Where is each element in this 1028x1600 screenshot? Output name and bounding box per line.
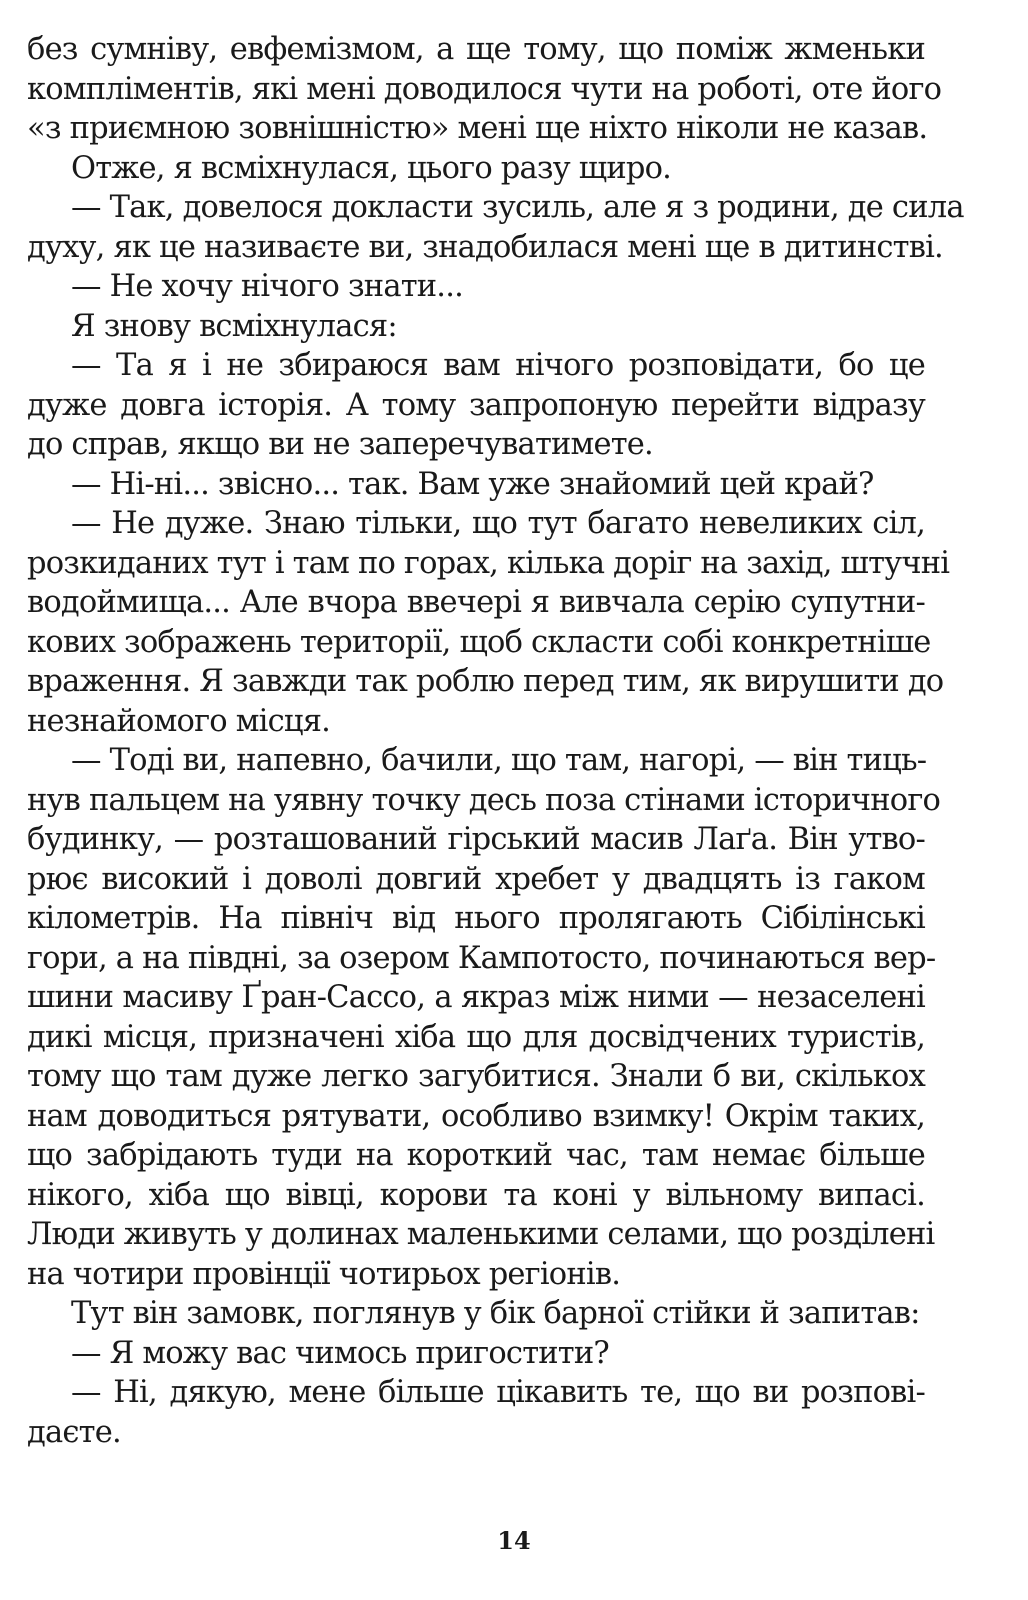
text-line: — Не хочу нічого знати...	[71, 269, 463, 304]
text-line: розкиданих тут і там по горах, кілька доріг на захід, штучні	[27, 545, 950, 581]
text-line: — Ні-ні... звісно... так. Вам уже знайомий цей край?	[71, 466, 874, 502]
text-line: будинку, — розташований гірський масив Лаґа. Він утво-	[27, 822, 925, 857]
text-line: до справ, якщо ви не заперечуватимете.	[27, 427, 653, 462]
text-line: рює високий і доволі довгий хребет у двадцять із гаком	[27, 861, 925, 897]
text-line: Я знову всміхнулася:	[71, 308, 397, 344]
text-line: гори, а на півдні, за озером Кампотосто, починаються вер-	[27, 940, 936, 976]
text-line: — Та я і не збираюся вам нічого розповідати, бо це	[71, 348, 925, 383]
text-line: враження. Я завжди так роблю перед тим, як вирушити до	[27, 664, 944, 699]
text-line: кових зображень території, щоб скласти собі конкретніше	[27, 624, 931, 660]
text-line: — Ні, дякую, мене більше цікавить те, що ви розпові-	[71, 1375, 925, 1410]
text-line: що забрідають туди на короткий час, там немає більше	[27, 1138, 925, 1173]
text-line: водоймища... Але вчора ввечері я вивчала серію супутни-	[27, 585, 925, 620]
text-line: нув пальцем на уявну точку десь поза стінами історичного	[27, 782, 941, 818]
text-line: компліментів, які мені доводилося чути на роботі, оте його	[27, 71, 942, 107]
text-line: незнайомого місця.	[27, 703, 331, 739]
text-line: Отже, я всміхнулася, цього разу щиро.	[71, 150, 672, 186]
text-line: кілометрів. На північ від нього пролягають Сібілінські	[27, 901, 925, 936]
text-line: нам доводиться рятувати, особливо взимку! Окрім таких,	[27, 1098, 925, 1134]
text-line: Тут він замовк, поглянув у бік барної стійки й запитав:	[71, 1296, 920, 1331]
text-line: без сумніву, евфемізмом, а ще тому, що поміж жменьки	[27, 32, 925, 67]
text-line: даєте.	[27, 1414, 121, 1450]
text-line: тому що там дуже легко загубитися. Знали б ви, скількох	[27, 1059, 925, 1094]
text-line: — Я можу вас чимось пригостити?	[71, 1335, 609, 1371]
text-line: — Так, довелося докласти зусиль, але я з родини, де сила	[71, 190, 964, 225]
text-line: духу, як це називаєте ви, знадобилася мені ще в дитинстві.	[27, 229, 943, 265]
text-line: на чотири провінції чотирьох регіонів.	[27, 1256, 621, 1292]
text-line: Люди живуть у долинах маленькими селами, що розділені	[27, 1217, 935, 1252]
text-line: — Не дуже. Знаю тільки, що тут багато невеликих сіл,	[71, 506, 925, 541]
text-line: «з приємною зовнішністю» мені ще ніхто ніколи не казав.	[27, 111, 928, 146]
text-line: — Тоді ви, напевно, бачили, що там, нагорі, — він тиць-	[71, 743, 927, 778]
text-line: дуже довга історія. А тому запропоную перейти відразу	[27, 387, 925, 423]
text-line: нікого, хіба що вівці, корови та коні у вільному випасі.	[27, 1177, 925, 1213]
page-number: 14	[497, 1526, 531, 1555]
body-text	[27, 30, 964, 1452]
text-line: шини масиву Ґран-Сассо, а якраз між ними — незаселені	[27, 980, 925, 1015]
text-line: дикі місця, призначені хіба що для досвідчених туристів,	[27, 1019, 925, 1055]
